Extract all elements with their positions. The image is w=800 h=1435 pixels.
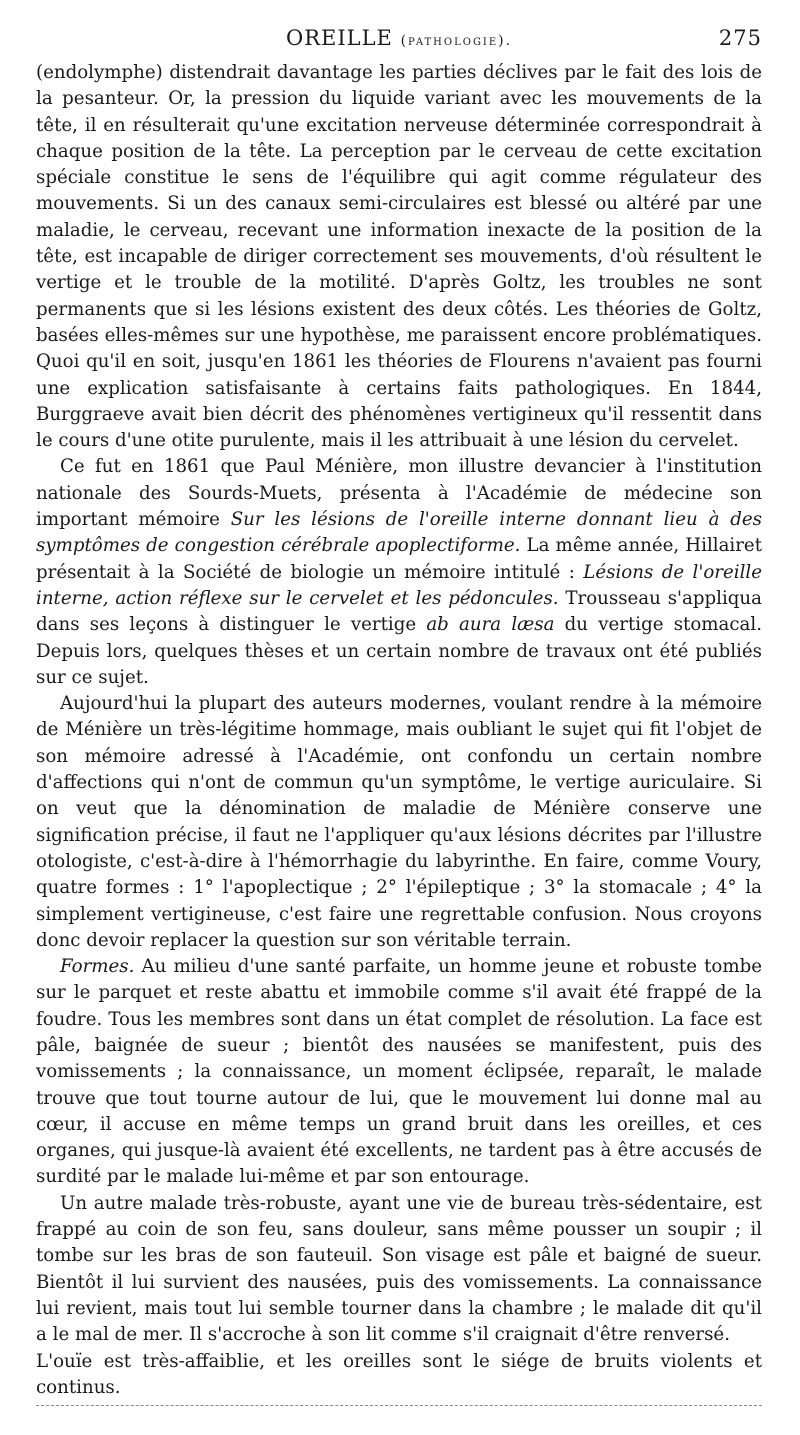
page-number: 275 bbox=[718, 26, 762, 50]
paragraph-2-part-c: La même année, Hillairet présentait à la Société de biologie un mémoire intitulé : bbox=[36, 535, 762, 583]
paragraph-2-part-a: Ce fut en 1861 que Paul Ménière, mon illustre devancier à l'institution nationale des Sourds-Muets, présenta à l'Académie de médecine son important mémoire bbox=[36, 456, 762, 531]
paragraph-1: (endolymphe) distendrait davantage les parties déclives par le fait des lois de la pesanteur. Or, la pression du liquide variant avec les mouvements de la tête, il en résulterait qu'une excitation nerveuse déterminée correspondrait à chaque position de la tête. La perception par le cerveau de cette excitation spéciale constitue le sens de l'équilibre qui agit comme régulateur des mouvements. Si un des canaux semi-circulaires est blessé ou altéré par une maladie, le cerveau, recevant une information inexacte de la position de la tête, est incapable de diriger correctement ses mouvements, d'où résultent le vertige et le trouble de la motilité. D'après Goltz, les troubles ne sont permanents que si les lésions existent des deux côtés. Les théories de Goltz, basées elles-mêmes sur une hypothèse, me paraissent encore problématiques. Quoi qu'il en soit, jusqu'en 1861 les théories de Flourens n'avaient pas fourni une explication satisfaisante à certains faits pathologiques. En 1844, Burggraeve avait bien décrit des phénomènes vertigineux qu'il ressentit dans le cours d'une otite purulente, mais il les attribuait à une lésion du cervelet. bbox=[36, 62, 762, 452]
document-page bbox=[36, 26, 762, 1401]
meniere-memoir-title: Sur les lésions de l'oreille interne donnant lieu à des symptômes de congestion cérébrale apoplectiforme. bbox=[36, 509, 762, 557]
footer-dotted-rule bbox=[36, 1405, 762, 1406]
paragraph-3: Aujourd'hui la plupart des auteurs modernes, voulant rendre à la mémoire de Ménière un très-légitime hommage, mais oubliant le sujet qui fit l'objet de son mémoire adressé à l'Académie, ont confondu un certain nombre d'affections qui n'ont de commun qu'un symptôme, le vertige auriculaire. Si on veut que la dénomination de maladie de Ménière conserve une signification précise, il faut ne l'appliquer qu'aux lésions décrites par l'illustre otologiste, c'est-à-dire à l'hémorrhagie du labyrinthe. En faire, comme Voury, quatre formes : 1° l'apoplectique ; 2° l'épileptique ; 3° la stomacale ; 4° la simplement vertigineuse, c'est faire une regrettable confusion. Nous croyons donc devoir replacer la question sur son véritable terrain. bbox=[36, 693, 762, 951]
paragraph-6: L'ouïe est très-affaiblie, et les oreilles sont le siége de bruits violents et continus. bbox=[36, 1350, 762, 1398]
paragraph-4 bbox=[36, 954, 762, 1191]
latin-phrase: ab aura læsa bbox=[426, 614, 555, 636]
paragraph-2-part-g: du vertige stomacal. Depuis lors, quelques thèses et un certain nombre de travaux ont été publiés sur ce sujet. bbox=[36, 614, 762, 688]
paragraph-2-part-e: Trousseau s'appliqua dans ses leçons à distinguer le vertige bbox=[36, 587, 762, 636]
hillairet-memoir-title: Lésions de l'oreille interne, action réflexe sur le cervelet et les pédoncules. bbox=[36, 561, 762, 609]
running-title-main: OREILLE bbox=[286, 26, 393, 50]
running-title bbox=[286, 26, 512, 50]
running-title-subtitle: (pathologie). bbox=[400, 33, 513, 49]
running-header bbox=[36, 26, 762, 60]
paragraph-4-text: Au milieu d'une santé parfaite, un homme jeune et robuste tombe sur le parquet et reste abattu et immobile comme s'il avait été frappé de la foudre. Tous les membres sont dans un état complet de résolution. La face est pâle, baignée de sueur ; bientôt des nausées se manifestent, puis des vomissements ; la connaissance, un moment éclipsée, reparaît, le malade trouve que tout tourne autour de lui, que le mouvement lui donne mal au cœur, il accuse en même temps un grand bruit dans les oreilles, et ces organes, qui jusque-là avaient été excellents, ne tardent pas à être accusés de surdité par le malade lui-même et par son entourage. bbox=[36, 956, 762, 1188]
section-label-formes: Formes. bbox=[60, 956, 135, 978]
paragraph-2 bbox=[36, 454, 762, 691]
paragraph-5: Un autre malade très-robuste, ayant une vie de bureau très-sédentaire, est frappé au coin de son feu, sans douleur, sans même pousser un soupir ; il tombe sur les bras de son fauteuil. Son visage est pâle et baigné de sueur. Bientôt il lui survient des nausées, puis des vomissements. La connaissance lui revient, mais tout lui semble tourner dans la chambre ; le malade dit qu'il a le mal de mer. Il s'accroche à son lit comme s'il craignait d'être renversé. bbox=[36, 1192, 762, 1346]
